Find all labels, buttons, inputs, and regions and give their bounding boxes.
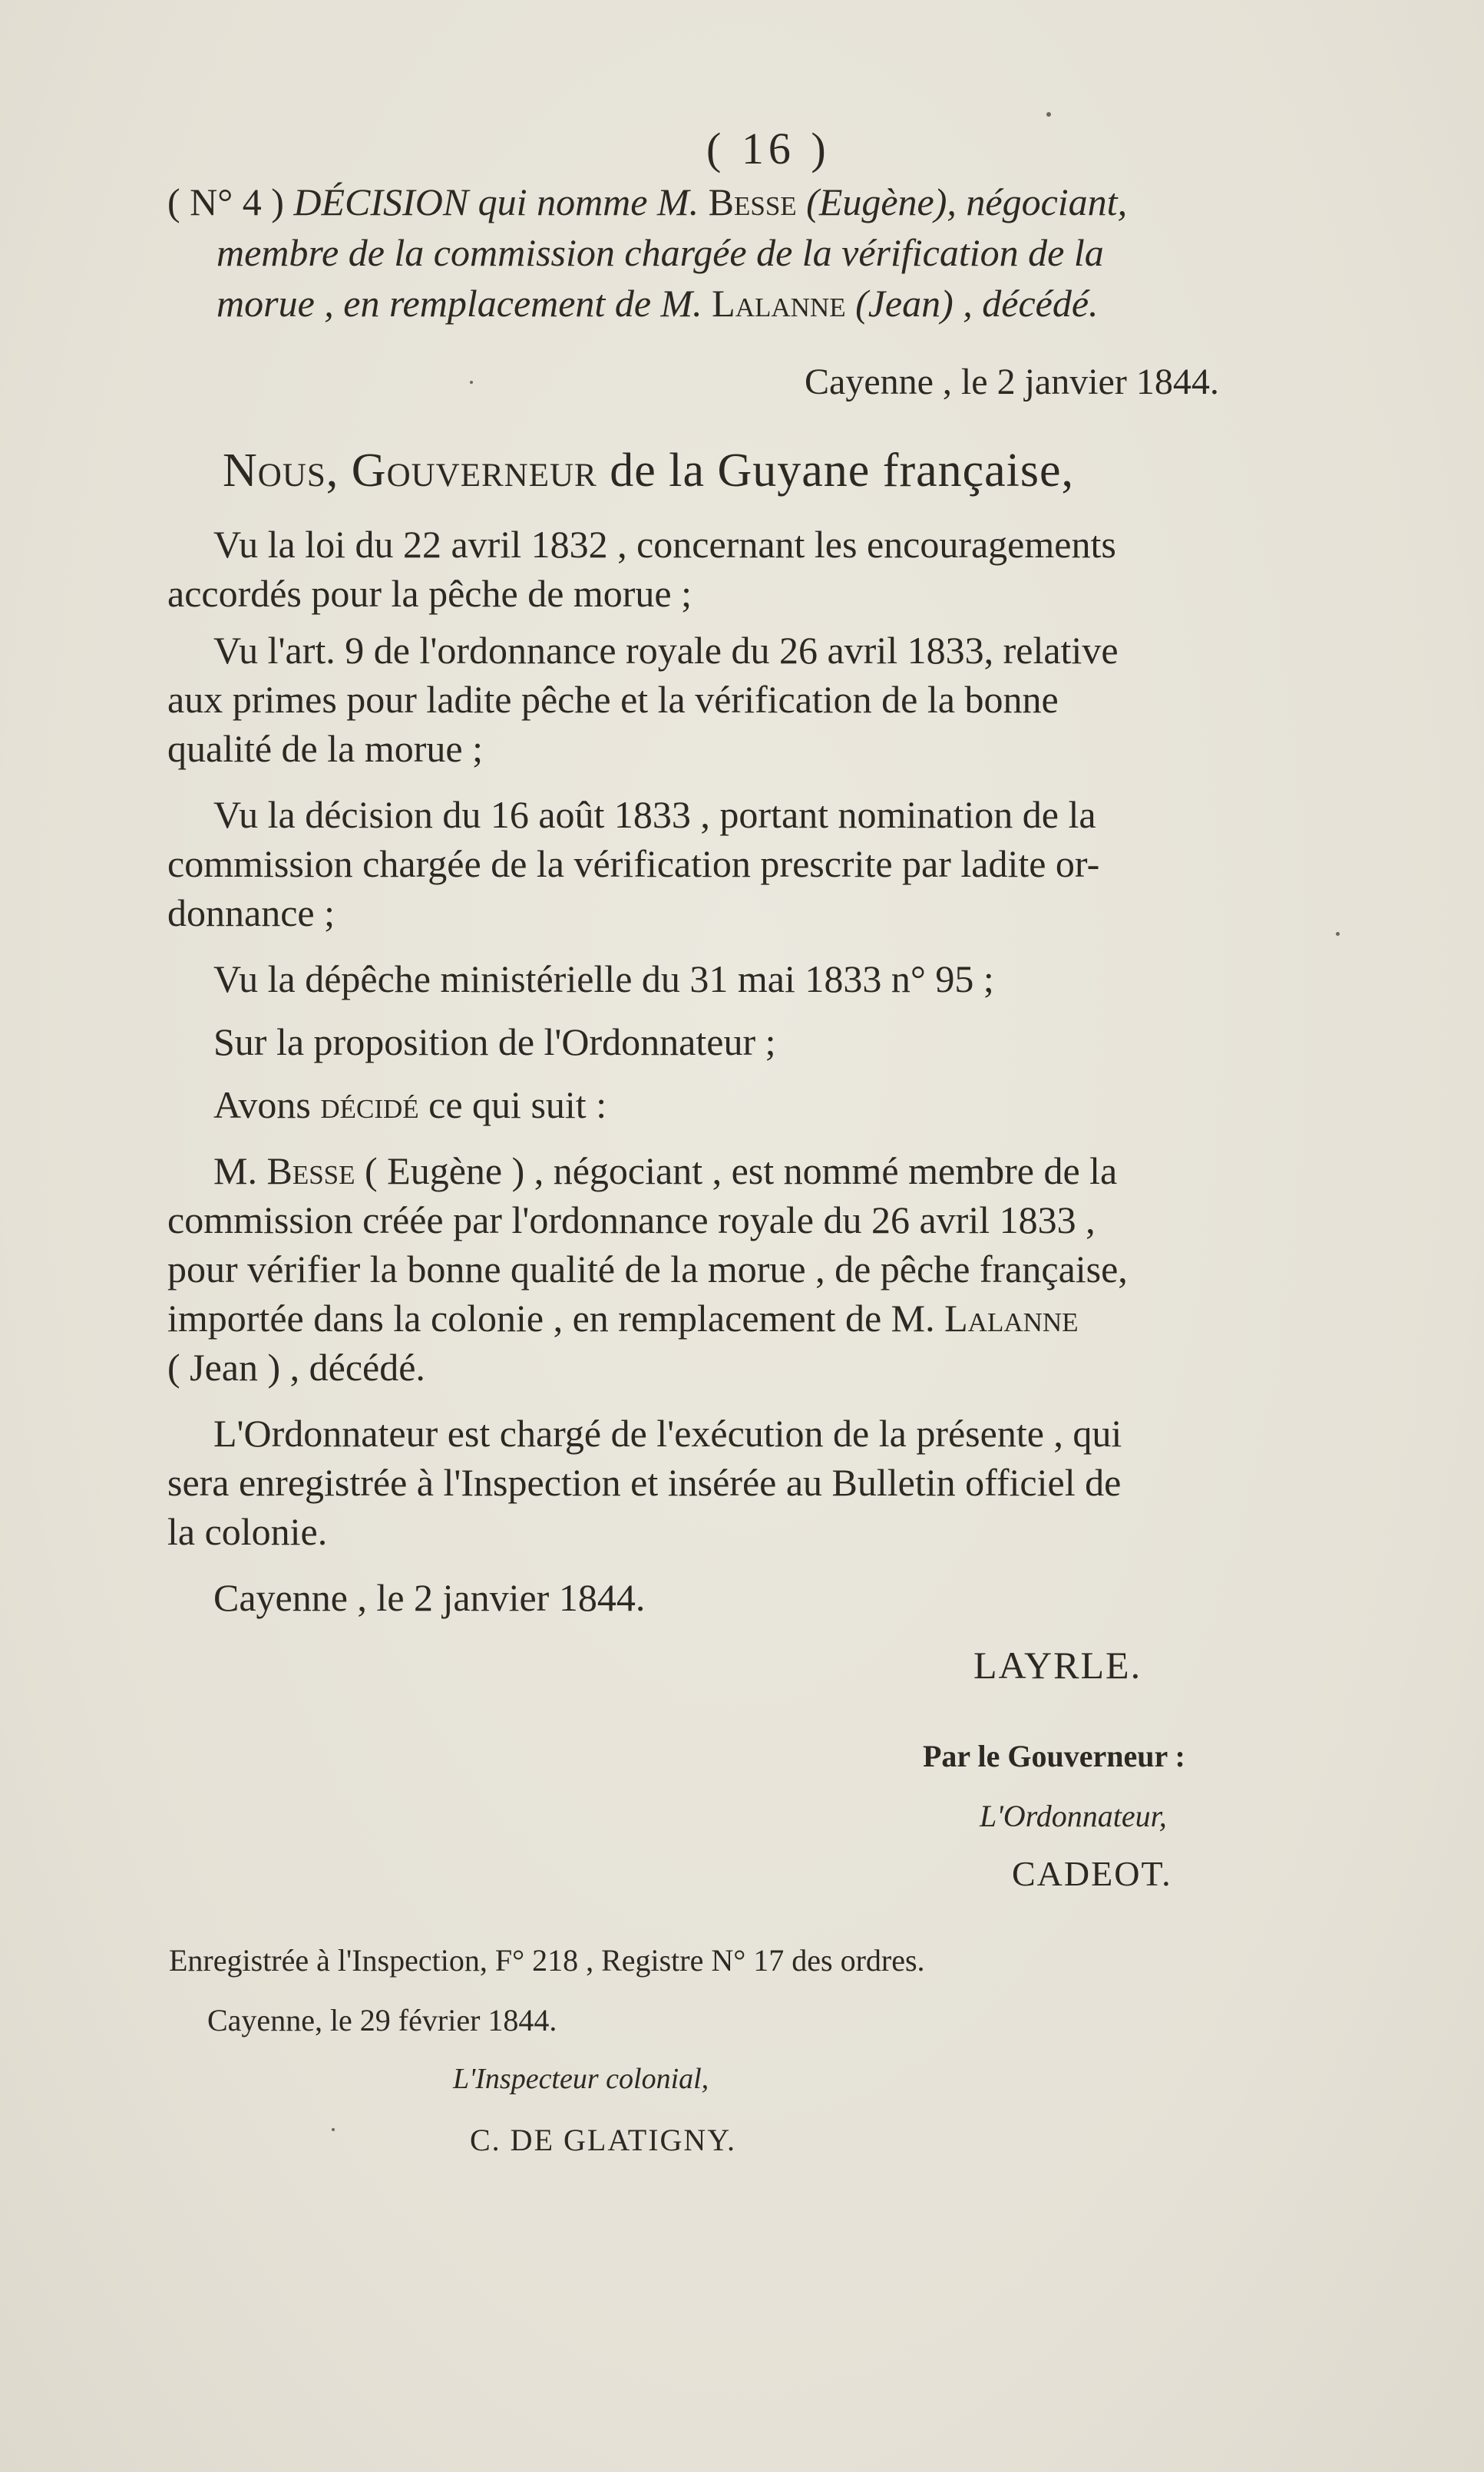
ordonnateur-signature: CADEOT.	[1012, 1854, 1172, 1893]
ordonnateur-title: L'Ordonnateur,	[980, 1799, 1167, 1833]
paragraph-line: M. Besse ( Eugène ) , négociant , est nommé membre de la	[213, 1149, 1118, 1192]
decision-heading-line-1: ( N° 4 ) DÉCISION qui nomme M. Besse (Eugène), négociant,	[167, 180, 1128, 223]
par-le-gouverneur: Par le Gouverneur :	[923, 1739, 1185, 1773]
paragraph-line: commission créée par l'ordonnance royale du 26 avril 1833 ,	[167, 1198, 1096, 1241]
paragraph-line: Vu l'art. 9 de l'ordonnance royale du 26 avril 1833, relative	[213, 629, 1119, 672]
inspector-signature: C. DE GLATIGNY.	[470, 2123, 737, 2157]
paper-speck	[470, 381, 473, 384]
name-besse: Besse	[708, 180, 797, 223]
paragraph-line: la colonie.	[167, 1510, 328, 1553]
paragraph-line: aux primes pour ladite pêche et la vérification de la bonne	[167, 678, 1059, 721]
paragraph-line: Vu la dépêche ministérielle du 31 mai 1833 n° 95 ;	[213, 957, 994, 1000]
decision-heading-line-3: morue , en remplacement de M. Lalanne (Jean) , décédé.	[216, 282, 1099, 325]
paragraph-line: Vu la décision du 16 août 1833 , portant nomination de la	[213, 793, 1096, 836]
preamble: Nous, Gouverneur de la Guyane française,	[223, 444, 1075, 497]
paragraph-line: qualité de la morue ;	[167, 727, 483, 770]
registration-date: Cayenne, le 29 février 1844.	[207, 2003, 557, 2037]
paper-speck	[1336, 932, 1340, 936]
paragraph-line: donnance ;	[167, 891, 335, 934]
governor-signature: LAYRLE.	[973, 1644, 1142, 1687]
registration-line: Enregistrée à l'Inspection, F° 218 , Registre N° 17 des ordres.	[169, 1943, 925, 1978]
paragraph-line: accordés pour la pêche de morue ;	[167, 572, 692, 615]
paragraph-line: ( Jean ) , décédé.	[167, 1346, 425, 1389]
paragraph-line: Vu la loi du 22 avril 1832 , concernant les encouragements	[213, 523, 1116, 566]
dateline: Cayenne , le 2 janvier 1844.	[805, 362, 1219, 402]
decision-word: DÉCISION	[293, 180, 469, 223]
paragraph-line: importée dans la colonie , en remplacement de M. Lalanne	[167, 1297, 1079, 1340]
page-number: ( 16 )	[706, 124, 831, 174]
paragraph-line: Sur la proposition de l'Ordonnateur ;	[213, 1020, 776, 1063]
paragraph-line: Avons décidé ce qui suit :	[213, 1083, 607, 1126]
decision-number: ( N° 4 )	[167, 180, 284, 223]
paragraph-line: pour vérifier la bonne qualité de la morue , de pêche française,	[167, 1248, 1128, 1291]
paragraph-line: commission chargée de la vérification prescrite par ladite or-	[167, 842, 1100, 885]
inspector-title: L'Inspecteur colonial,	[453, 2063, 709, 2095]
closing-date: Cayenne , le 2 janvier 1844.	[213, 1576, 646, 1619]
paper-speck	[332, 2128, 335, 2131]
paper-speck	[1046, 112, 1051, 117]
paragraph-line: sera enregistrée à l'Inspection et insérée au Bulletin officiel de	[167, 1461, 1122, 1504]
name-lalanne: Lalanne	[712, 282, 846, 325]
paragraph-line: L'Ordonnateur est chargé de l'exécution de la présente , qui	[213, 1412, 1122, 1455]
decision-heading-line-2: membre de la commission chargée de la vérification de la	[216, 231, 1104, 274]
